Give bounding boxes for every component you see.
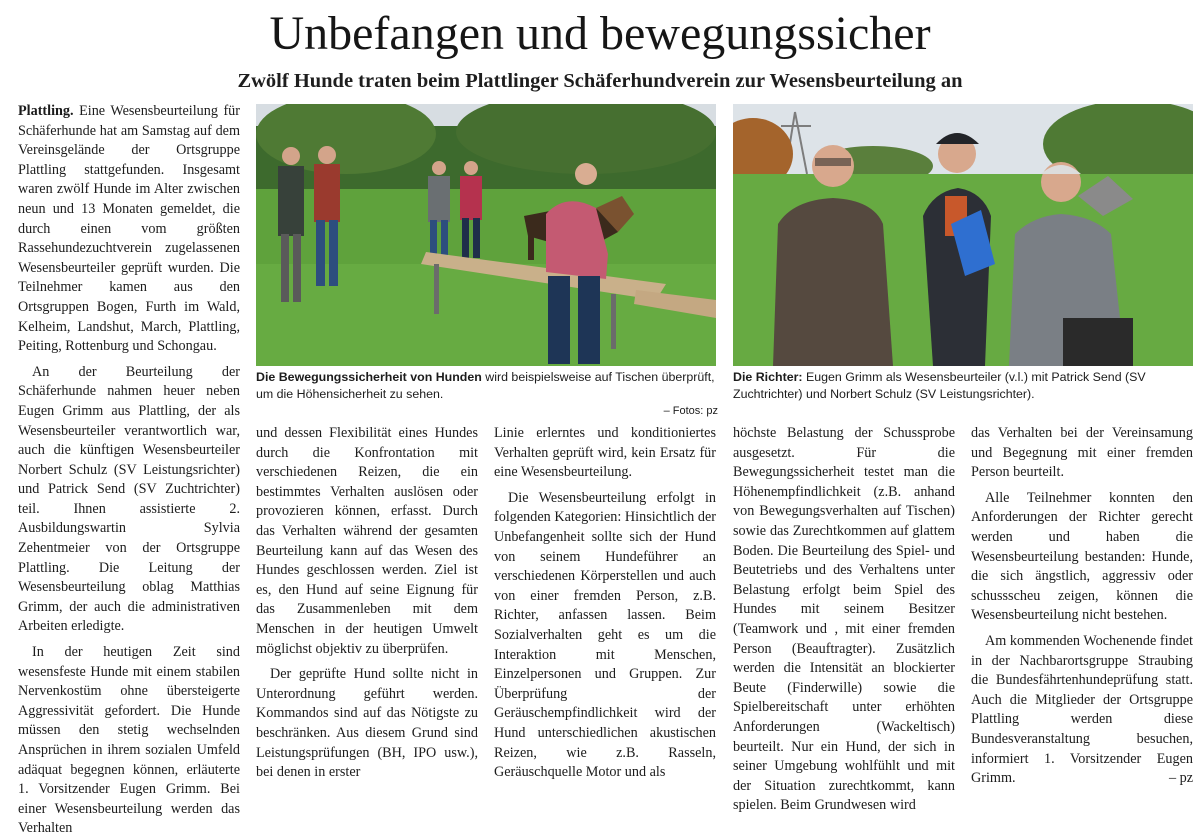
paragraph — [18, 102, 240, 357]
text-column-3 — [494, 424, 716, 783]
paragraph — [971, 632, 1193, 789]
photo-caption-2 — [733, 369, 1195, 403]
caption-lead: Die Bewegungssicherheit von Hunden — [256, 370, 482, 384]
photo-credit: – Fotos: pz — [663, 405, 718, 417]
dateline: Plattling. — [18, 103, 74, 119]
text-column-1 — [18, 102, 240, 839]
text-column-4 — [733, 424, 955, 816]
author-signature: – pz — [1168, 770, 1193, 787]
paragraph: das Verhalten bei der Vereinsamung und Begegnung mit einer fremden Person beurteilt. — [971, 425, 1193, 481]
caption-text: Eugen Grimm als Wesensbeurteiler (v.l.) mit Patrick Send (SV Zuchtrichter) und Norbert Schulz (SV Leistungsrichter). — [733, 370, 1146, 401]
photo-caption-1 — [256, 369, 718, 420]
photo-illustration — [256, 104, 716, 366]
caption-lead: Die Richter: — [733, 370, 803, 384]
paragraph-text: Eine Wesensbeurteilung für Schäferhunde hat am Samstag auf dem Vereinsgelände der Ortsgruppe Plattling stattgefunden. Insgesamt waren zwölf Hunde im Alter zwischen neun und 13 Monaten gemeldet, die durch einen vom größten Rassehundezuchtverein zugelassenen Wesensbeurteiler geprüft wurden. Die Teilnehmer kamen aus den Ortsgruppen Bogen, Furth im Wald, Kelheim, Landshut, March, Plattling, Peiting, Rottenburg und Schongau. — [18, 103, 240, 355]
paragraph: Alle Teilnehmer konnten den Anforderungen der Richter gerecht werden und haben die Wesensbeurteilung bestanden: Hunde, die sich ängstlich, aggressiv oder schussscheu zeigen, können die Wesensbeurteilung nicht bestehen. — [971, 489, 1193, 624]
text-column-2 — [256, 424, 478, 783]
paragraph-text: Am kommenden Wochenende findet in der Nachbarortsgruppe Straubing die Bundesfährtenhundeprüfung statt. Auch die Mitglieder der Ortsgruppe Plattling werden diese Bundesveranstaltung besuchen, informiert 1. Vorsitzender Eugen Grimm. — [971, 632, 1193, 787]
text-column-5 — [971, 424, 1193, 789]
paragraph: und dessen Flexibilität eines Hundes durch die Konfrontation mit verschiedenen Reizen, die ein bestimmtes Verhalten auslösen oder provozieren können, erfasst. Durch das Verhalten während der gesamten Beurteilung kann auf das Wesen des Hundes geschlossen werden. Ziel ist es, den Hund auf seine Eignung für das Zusammenleben mit dem Menschen in der heutigen Umwelt möglichst objektiv zu überprüfen. — [256, 425, 478, 657]
headline: Unbefangen und bewegungssicher — [269, 7, 931, 60]
paragraph: Der geprüfte Hund sollte nicht in Unterordnung geführt werden. Kommandos sind auf das Nötigste zu beschränken. Aus diesem Grund sind Leistungsprüfungen (BH, IPO usw.), bei denen in erster — [256, 666, 478, 781]
photo-judges — [733, 104, 1193, 366]
photo-dog-on-table — [256, 104, 716, 366]
paragraph: Die Wesensbeurteilung erfolgt in folgenden Kategorien: Hinsichtlich der Unbefangenheit sollte sich der Hund von seinem Hundeführer an verschiedenen Körperstellen und auch von einer fremden Person, z.B. Richter, anfassen lassen. Beim Sozialverhalten geht es um die Interaktion mit Menschen, Einzelpersonen und Gruppen. Zur Überprüfung der Geräuschempfindlichkeit wird der Hund unterschiedlichen akustischen Reizen, wie z.B. Rasseln, Geräuschquelle Motor und als — [494, 489, 716, 781]
paragraph: höchste Belastung der Schussprobe ausgesetzt. Für die Bewegungssicherheit testet man die Höhenempfindlichkeit (z.B. anhand von Bewegungsverhalten auf Tischen) sowie das Zurechtkommen auf glattem Boden. Die Beurteilung des Spiel- und Beutetriebs und des Verhaltens unter Belastung erfolgt beim Spiel des Hundes mit seinem Besitzer (Teamwork und , mit einer fremden Person (Beauftragter). Zusätzlich werden die Intensität an blockierter Beute (Finderwille) sowie die Spielbereitschaft unter erhöhten Anforderungen (Wackeltisch) beurteilt. Nur ein Hund, der sich in seiner Umgebung wohlfühlt und mit der Situation zurechtkommt, kann spielen. Beim Grundwesen wird — [733, 425, 955, 814]
caption-text: wird beispielsweise auf Tischen überprüft, um die Höhensicherheit zu sehen. — [256, 370, 715, 401]
subheadline: Zwölf Hunde traten beim Plattlinger Schäferhundverein zur Wesensbeurteilung an — [237, 70, 963, 92]
paragraph: Linie erlerntes und konditioniertes Verhalten geprüft wird, kein Ersatz für eine Wesensbeurteilung. — [494, 425, 716, 481]
paragraph: An der Beurteilung der Schäferhunde nahmen heuer neben Eugen Grimm aus Plattling, der als Wesensbeurteiler verantwortlich war, auch die künftigen Wesensbeurteiler Norbert Schulz (SV Leistungsrichter) und Patrick Send (SV Zuchtrichter) teil. Ihnen assistierte 2. Ausbildungswartin Sylvia Zehentmeier von der Ortsgruppe Plattling. Die Leitung der Wesensbeurteilung oblag Matthias Grimm, der auch die administrativen Arbeiten erledigte. — [18, 363, 240, 635]
photo-illustration — [733, 104, 1193, 366]
paragraph: In der heutigen Zeit sind wesensfeste Hunde mit einem stabilen Nervenkostüm ohne übersteigerte Aggressivität gefordert. Die Hunde müssen den stetig wechselnden Ansprüchen in ihrem sozialen Umfeld adäquat begegnen können, erläuterte 1. Vorsitzender Eugen Grimm. Bei einer Wesensbeurteilung werden das Verhalten — [18, 644, 240, 837]
